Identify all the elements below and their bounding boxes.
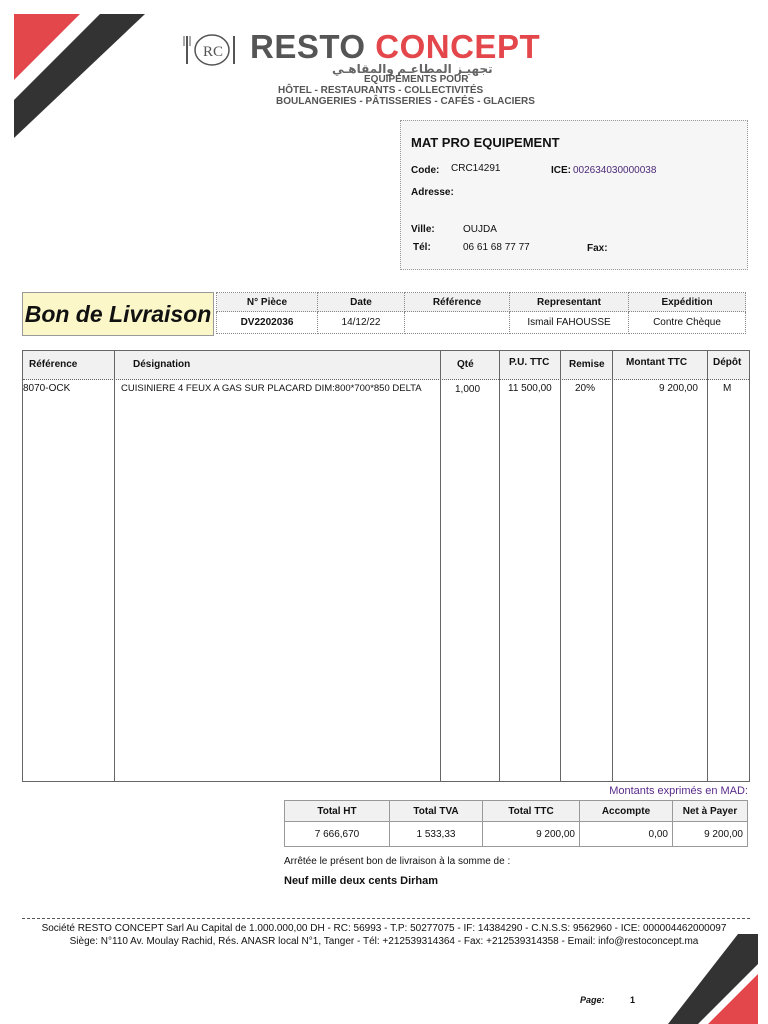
- fax-label: Fax:: [587, 243, 608, 254]
- num-piece-value: DV2202036: [217, 312, 318, 334]
- total-tva-value: 1 533,33: [390, 822, 483, 847]
- amount-in-words: Neuf mille deux cents Dirham: [284, 875, 439, 887]
- col-header-ref: Référence: [29, 359, 78, 370]
- code-label: Code:: [411, 165, 440, 176]
- page-label: Page:: [580, 995, 605, 1005]
- corner-stripes-decoration: [0, 0, 160, 140]
- column-divider: [114, 351, 115, 781]
- document-title: Bon de Livraison: [22, 292, 214, 336]
- footer-divider: [22, 918, 750, 919]
- column-divider: [440, 351, 441, 781]
- ice-label: ICE:: [551, 165, 571, 176]
- column-divider: [612, 351, 613, 781]
- col-header-pu: P.U. TTC: [509, 357, 550, 368]
- client-tel: 06 61 68 77 77: [463, 242, 530, 253]
- item-ref: 8070-OCK: [23, 383, 71, 394]
- client-name: MAT PRO EQUIPEMENT: [411, 135, 560, 150]
- tagline-3: BOULANGERIES - PÂTISSERIES - CAFÉS - GLACIERS: [276, 96, 535, 107]
- representant-value: Ismail FAHOUSSE: [510, 312, 629, 334]
- document-info-table: [216, 292, 746, 334]
- col-header-montant: Montant TTC: [626, 357, 688, 368]
- header-reference: Référence: [405, 293, 510, 312]
- item-pu: 11 500,00: [508, 383, 552, 394]
- header-net-a-payer: Net à Payer: [673, 801, 748, 822]
- item-qte: 1,000: [455, 384, 481, 395]
- col-header-depot: Dépôt: [713, 357, 742, 368]
- col-header-designation: Désignation: [133, 359, 191, 370]
- item-montant: 9 200,00: [659, 383, 698, 394]
- brand-name: [250, 28, 540, 66]
- brand-part1: RESTO: [250, 28, 366, 65]
- header-total-ht: Total HT: [285, 801, 390, 822]
- logo-letters: RC: [203, 44, 224, 60]
- column-divider: [499, 351, 500, 781]
- header-total-tva: Total TVA: [390, 801, 483, 822]
- column-divider: [707, 351, 708, 781]
- footer-legal-line: Société RESTO CONCEPT Sarl Au Capital de 1.000.000,00 DH - RC: 56993 - T.P: 50277075 - IF: 14384290 - C.N.S.S: 9562960 - ICE: 000004462000097: [41, 923, 727, 934]
- ville-label: Ville:: [411, 224, 435, 235]
- item-remise: 20%: [575, 383, 596, 394]
- tel-label: Tél:: [413, 242, 431, 253]
- company-logo: [182, 30, 602, 110]
- header-expedition: Expédition: [629, 293, 746, 312]
- brand-part2: CONCEPT: [375, 28, 541, 65]
- item-designation: CUISINIERE 4 FEUX A GAS SUR PLACARD DIM:800*700*850 DELTA: [121, 383, 422, 394]
- footer-address-line: Siège: N°110 Av. Moulay Rachid, Rés. ANASR local N°1, Tanger - Tél: +212539314364 - Fax: +212539314358 - Email: info@restoconcept.ma: [69, 936, 699, 947]
- totals-table: [284, 800, 748, 847]
- adresse-label: Adresse:: [411, 187, 454, 198]
- accompte-value: 0,00: [580, 822, 673, 847]
- currency-note: Montants exprimés en MAD:: [609, 785, 748, 797]
- net-a-payer-value: 9 200,00: [673, 822, 748, 847]
- header-representant: Representant: [510, 293, 629, 312]
- header-num-piece: N° Pièce: [217, 293, 318, 312]
- tagline-1: EQUIPEMENTS POUR: [364, 74, 469, 85]
- arabic-tagline: تجهيـز المطاعـم والمقاهـي: [332, 62, 493, 76]
- expedition-value: Contre Chèque: [629, 312, 746, 334]
- client-code: CRC14291: [451, 163, 501, 174]
- arrete-text: Arrêtée le présent bon de livraison à la somme de :: [284, 856, 511, 867]
- client-box: [400, 120, 748, 270]
- header-total-ttc: Total TTC: [483, 801, 580, 822]
- item-depot: M: [723, 383, 732, 394]
- date-value: 14/12/22: [318, 312, 405, 334]
- lines-table: [22, 350, 750, 782]
- col-header-remise: Remise: [569, 359, 605, 370]
- header-date: Date: [318, 293, 405, 312]
- reference-value: [405, 312, 510, 334]
- logo-icon: [182, 32, 238, 68]
- client-ice: 002634030000038: [573, 165, 657, 176]
- total-ht-value: 7 666,670: [285, 822, 390, 847]
- total-ttc-value: 9 200,00: [483, 822, 580, 847]
- column-divider: [560, 351, 561, 781]
- tagline-2: HÔTEL - RESTAURANTS - COLLECTIVITÉS: [278, 85, 484, 96]
- header-accompte: Accompte: [580, 801, 673, 822]
- page-number: 1: [630, 995, 636, 1005]
- col-header-qte: Qté: [457, 359, 474, 370]
- client-ville: OUJDA: [463, 224, 497, 235]
